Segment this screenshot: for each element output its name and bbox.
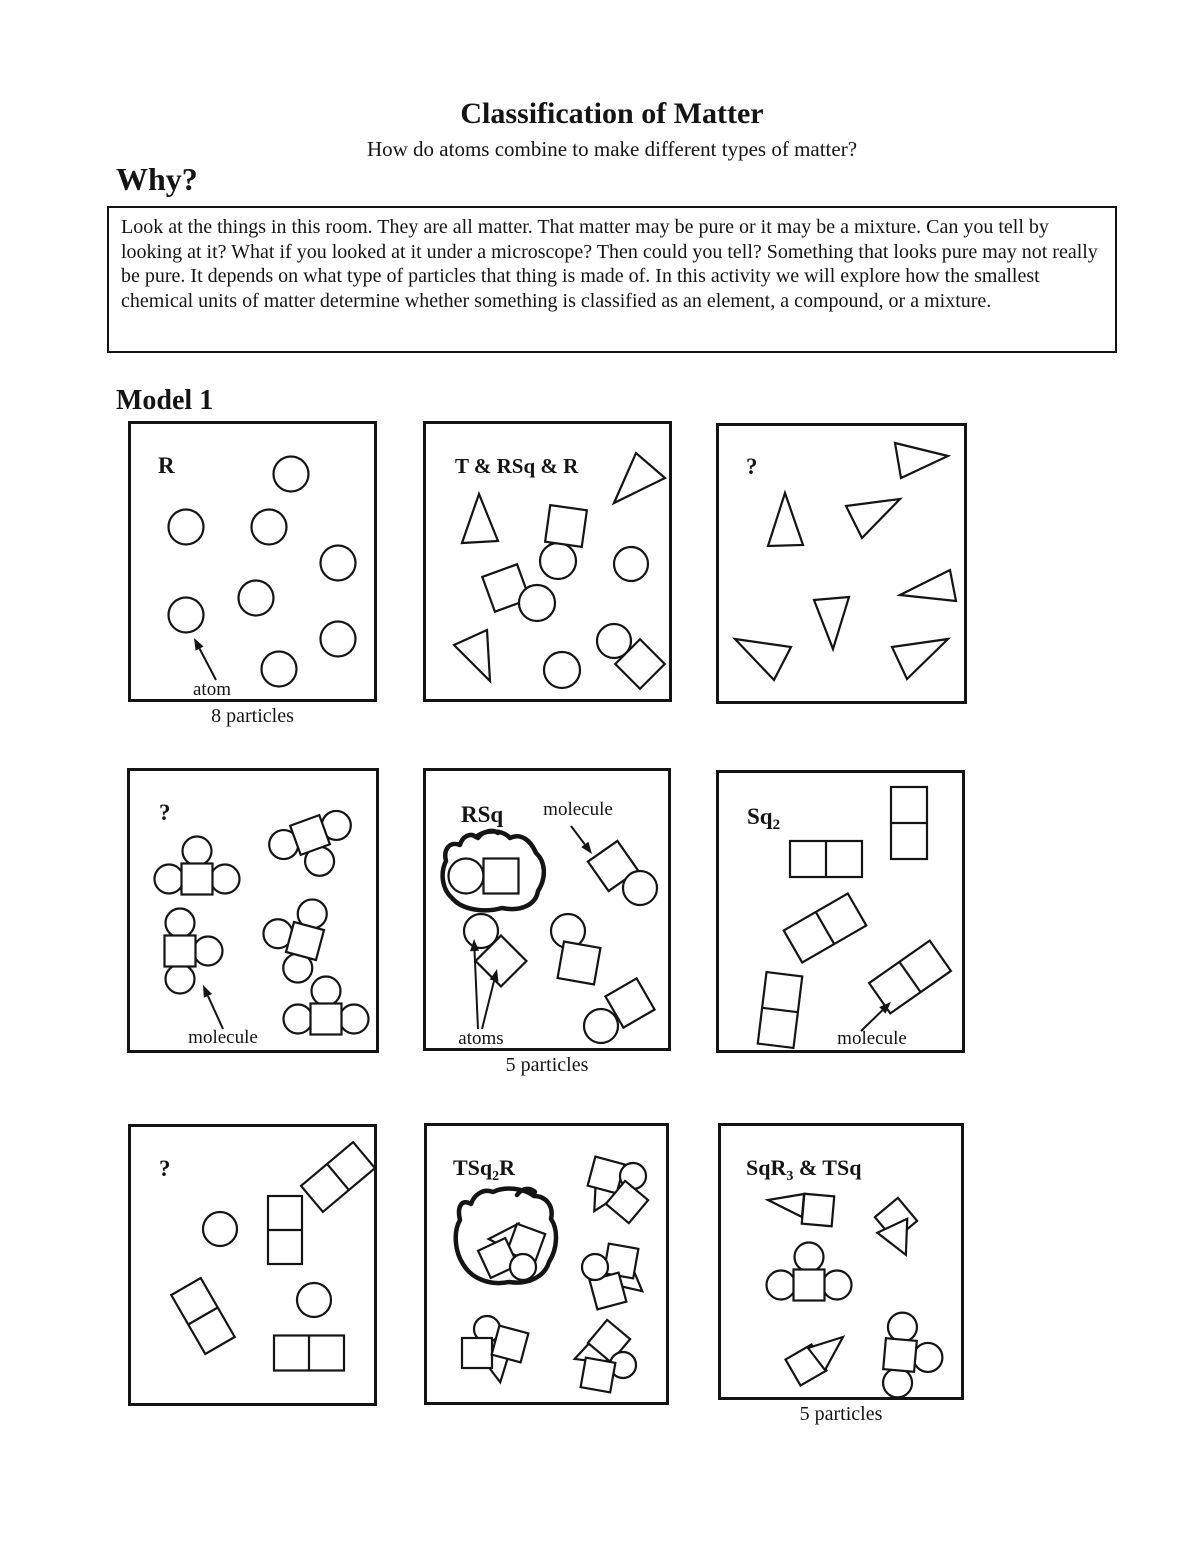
page-title: Classification of Matter: [460, 97, 764, 130]
box-1-particle-count-caption: 8 particles: [211, 705, 294, 727]
molecule-sqr3: [165, 909, 223, 994]
model-box-3: [716, 423, 967, 704]
atom-triangle: [900, 570, 956, 601]
box-label: SqR$_3$ & TSq: [746, 1155, 862, 1184]
box-9-particle-count-caption: 5 particles: [799, 1403, 883, 1425]
atom-square: [492, 1326, 529, 1363]
atom-square: [581, 1358, 616, 1393]
model-box-7: [128, 1124, 377, 1406]
molecule-domino: [268, 1196, 302, 1264]
box-6-diagram: [719, 773, 962, 1050]
box-label: T & RSq & R: [455, 454, 579, 478]
annotation-atoms: atoms: [458, 1028, 504, 1048]
box-label: ?: [159, 800, 171, 825]
why-box: [107, 206, 1117, 353]
annotation-arrowhead: [194, 638, 204, 651]
box-1-diagram: [131, 424, 374, 699]
model-box-5: [423, 768, 671, 1051]
atom-triangle: [814, 597, 849, 649]
atom-circle: [169, 510, 204, 545]
molecule-domino: [274, 1336, 344, 1371]
box-5-particle-count-caption: 5 particles: [505, 1054, 589, 1076]
box-3-diagram: [719, 426, 964, 701]
model-heading: Model 1: [116, 385, 214, 416]
annotation-arrow: [208, 996, 223, 1029]
box-2-diagram: [426, 424, 669, 699]
atom-circle: [321, 546, 356, 581]
molecule-domino: [869, 941, 951, 1014]
atom-circle: [274, 457, 309, 492]
annotation-arrow: [571, 826, 585, 844]
atom-triangle: [768, 493, 803, 546]
molecule-domino: [784, 893, 867, 962]
molecule-domino: [301, 1142, 374, 1212]
atom-circle: [262, 652, 297, 687]
atom-circle: [169, 598, 204, 633]
box-7-diagram: [131, 1127, 374, 1403]
atom-circle: [623, 871, 657, 905]
annotation-arrow: [482, 981, 494, 1029]
box-9-diagram: [721, 1126, 961, 1397]
model-box-6: [716, 770, 965, 1053]
atom-triangle: [846, 499, 900, 538]
atom-triangle: [892, 639, 948, 679]
atom-circle: [239, 581, 274, 616]
hand-drawn-circle-highlight: [478, 831, 498, 838]
model-box-9: [718, 1123, 964, 1400]
box-5-diagram: [426, 771, 668, 1048]
box-label: TSq$_2$R: [453, 1155, 516, 1184]
box-label: ?: [159, 1156, 171, 1181]
model-box-1: [128, 421, 377, 702]
box-4-diagram: [130, 771, 376, 1050]
molecule-sqr3: [155, 837, 240, 895]
molecule-domino: [758, 972, 803, 1048]
atom-square: [604, 1244, 639, 1279]
annotation-molecule: molecule: [543, 799, 613, 820]
atom-circle: [519, 585, 555, 621]
box-label: RSq: [461, 802, 504, 827]
atom-circle: [584, 1009, 618, 1043]
atom-triangle: [768, 1194, 804, 1217]
atom-circle: [321, 622, 356, 657]
atom-square: [558, 942, 601, 985]
molecule-sqr3: [263, 899, 326, 982]
atom-square: [484, 859, 519, 894]
page-subtitle: How do atoms combine to make different types of matter?: [366, 137, 858, 161]
atom-circle: [540, 543, 576, 579]
annotation-atom: atom: [193, 679, 231, 699]
atom-triangle: [454, 630, 490, 681]
model-box-4: [127, 768, 379, 1053]
molecule-sqr3: [767, 1243, 852, 1301]
molecule-domino: [171, 1278, 234, 1354]
box-label: R: [158, 453, 175, 478]
atom-square: [802, 1194, 835, 1227]
atom-square: [545, 505, 587, 547]
molecule-sqr3: [269, 811, 351, 876]
atom-circle: [510, 1254, 536, 1280]
box-label: $Sq_2$: [747, 804, 781, 833]
box-label: ?: [746, 454, 758, 479]
atom-circle: [297, 1283, 331, 1317]
atom-circle: [544, 652, 580, 688]
molecule-sqr3: [883, 1313, 942, 1397]
atom-circle: [252, 510, 287, 545]
atom-triangle: [462, 494, 498, 543]
model-box-8: [424, 1123, 669, 1405]
molecule-sqr3: [284, 977, 369, 1035]
atom-circle: [203, 1212, 237, 1246]
annotation-arrow: [200, 649, 216, 680]
annotation-arrowhead: [203, 985, 212, 998]
molecule-domino: [790, 841, 862, 877]
annotation-molecule: molecule: [837, 1028, 907, 1049]
atom-triangle: [735, 639, 791, 680]
atom-triangle: [895, 443, 948, 478]
atom-triangle: [614, 453, 665, 503]
atom-circle: [582, 1254, 608, 1280]
model-box-2: [423, 421, 672, 702]
box-8-diagram: [427, 1126, 666, 1402]
annotation-arrowhead: [581, 842, 592, 854]
annotation-molecule: molecule: [188, 1027, 258, 1048]
atom-circle: [614, 547, 648, 581]
why-paragraph: Look at the things in this room. They are all matter. That matter may be pure or it may be a mixture. Can you tell by looking at it? What if you looked at it under a microscope? Then could you tell? Something that looks pure may not really be pure. It depends on what type of particles that thing is made of. In this activity we will explore how the smallest chemical units of matter determine whether something is classified as an element, a compound, or a mixture.: [121, 216, 1098, 312]
atom-circle: [449, 859, 484, 894]
atom-square: [462, 1338, 492, 1368]
why-heading: Why?: [116, 161, 198, 197]
molecule-domino: [891, 787, 927, 859]
